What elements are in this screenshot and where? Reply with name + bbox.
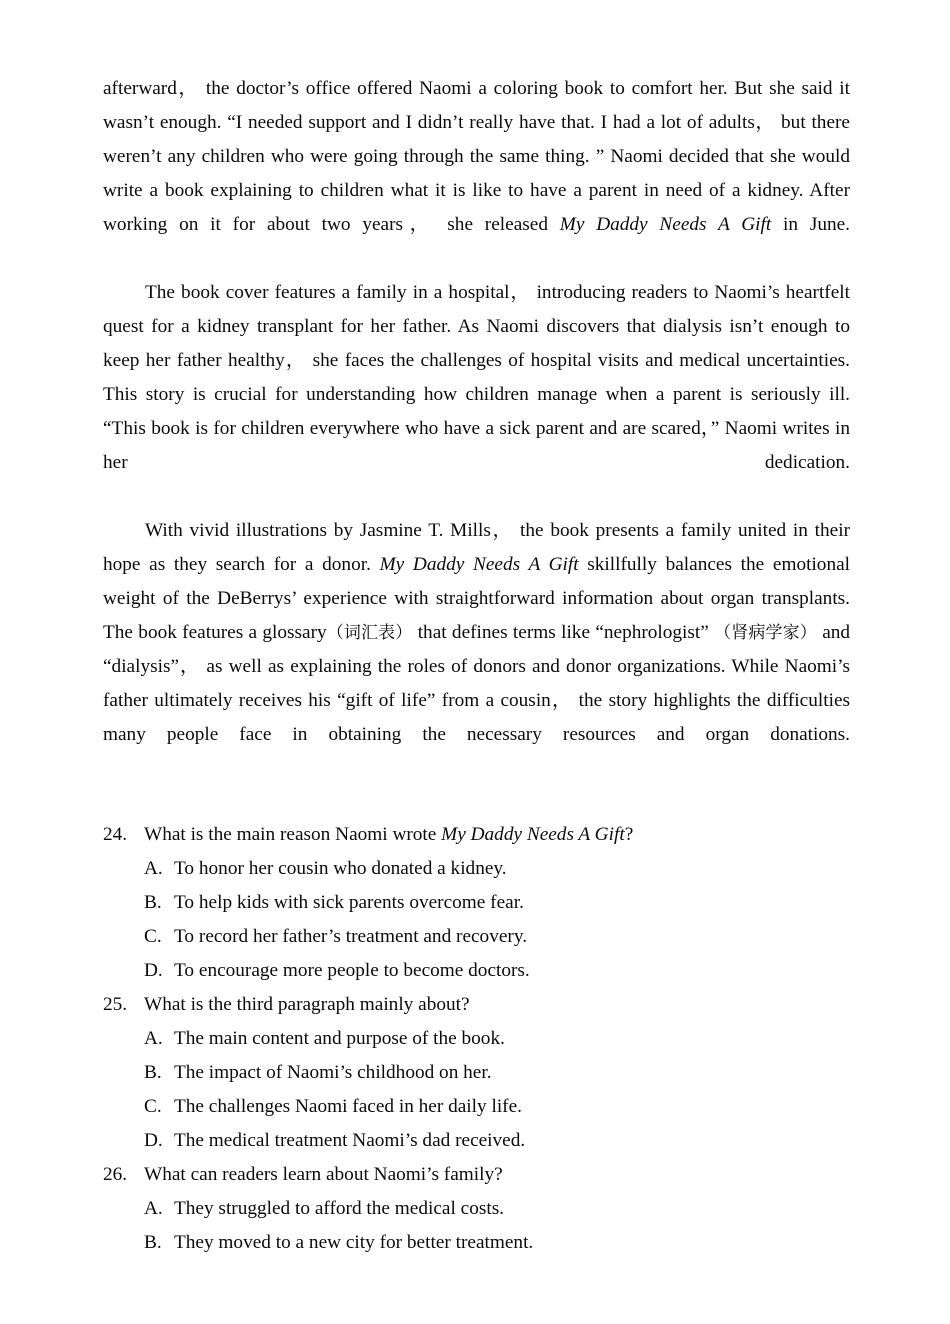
answer-option[interactable] — [103, 1192, 850, 1226]
option-text: They struggled to afford the medical costs. — [174, 1198, 505, 1219]
answer-option[interactable] — [103, 886, 850, 920]
option-letter: A. — [144, 1028, 163, 1049]
text-run: that defines terms like “nephrologist” — [412, 622, 715, 643]
answer-option[interactable] — [103, 954, 850, 988]
book-title-italic: My Daddy Needs A Gift — [559, 214, 772, 235]
chinese-gloss: （肾病学家） — [714, 623, 817, 643]
answer-option[interactable] — [103, 1022, 850, 1056]
question-block — [103, 988, 850, 1158]
option-text: The impact of Naomi’s childhood on her. — [174, 1062, 492, 1083]
book-title-italic: My Daddy Needs A Gift — [441, 824, 625, 845]
option-text: The main content and purpose of the book. — [174, 1028, 505, 1049]
question-block — [103, 818, 850, 988]
option-letter: A. — [144, 858, 163, 879]
book-title-italic: My Daddy Needs A Gift — [379, 554, 579, 575]
question-block — [103, 1158, 850, 1260]
chinese-gloss: （词汇表） — [326, 623, 413, 643]
text-run: What can readers learn about Naomi’s family? — [144, 1164, 503, 1185]
question-text — [144, 1158, 850, 1192]
text-run: What is the main reason Naomi wrote — [144, 824, 442, 845]
text-column — [103, 72, 850, 1260]
text-run: and “dialysis”， as well as explaining the roles of donors and donor organizations. While Naomi’s father ultimately receives his “gift of life” from a cousin， the story highlights the difficulties many people face in obtaining the necessary resources and organ donations. — [103, 622, 851, 745]
question-stem — [103, 818, 850, 852]
answer-option[interactable] — [103, 1056, 850, 1090]
question-number: 26. — [103, 1164, 128, 1185]
option-text: The medical treatment Naomi’s dad received. — [174, 1130, 526, 1151]
answer-option[interactable] — [103, 1124, 850, 1158]
text-run: The book cover features a family in a hospital， introducing readers to Naomi’s heartfelt quest for a kidney transplant for her father. As Naomi discovers that dialysis isn’t enough to keep her father healthy， she faces the challenges of hospital visits and medical uncertainties. This story is crucial for understanding how children manage when a parent is seriously ill. “This book is for children everywhere who have a sick parent and are scared，” Naomi writes in her dedication. — [103, 282, 850, 473]
question-text — [144, 818, 850, 852]
option-letter: C. — [144, 926, 162, 947]
option-letter: D. — [144, 960, 163, 981]
paragraph — [103, 276, 850, 514]
answer-option[interactable] — [103, 1090, 850, 1124]
questions-section — [103, 818, 850, 1260]
text-run: With vivid illustrations by Jasmine T. Mills， the book presents a family united in their hope as they search for a donor. — [103, 520, 850, 575]
paragraph — [103, 514, 850, 786]
text-run: in June. — [771, 214, 851, 235]
option-text: To help kids with sick parents overcome fear. — [174, 892, 524, 913]
question-stem — [103, 1158, 850, 1192]
option-letter: D. — [144, 1130, 163, 1151]
option-text: They moved to a new city for better treatment. — [174, 1232, 534, 1253]
answer-option[interactable] — [103, 852, 850, 886]
text-run: ? — [624, 824, 634, 845]
option-letter: A. — [144, 1198, 163, 1219]
answer-option[interactable] — [103, 920, 850, 954]
question-number: 25. — [103, 994, 128, 1015]
option-letter: B. — [144, 892, 162, 913]
option-letter: C. — [144, 1096, 162, 1117]
text-run: What is the third paragraph mainly about? — [144, 994, 470, 1015]
paragraph — [103, 72, 850, 276]
option-letter: B. — [144, 1232, 162, 1253]
answer-option[interactable] — [103, 1226, 850, 1260]
option-letter: B. — [144, 1062, 162, 1083]
option-text: The challenges Naomi faced in her daily life. — [174, 1096, 522, 1117]
text-run: skillfully balances the emotional weight of the DeBerrys’ experience with straightforward information about organ transplants. The book features a glossary — [103, 554, 851, 643]
option-text: To record her father’s treatment and recovery. — [174, 926, 528, 947]
text-run: afterward， the doctor’s office offered Naomi a coloring book to comfort her. But she said it wasn’t enough. “I needed support and I didn’t really have that. I had a lot of adults， but there weren’t any children who were going through the same thing. ” Naomi decided that she would write a book explaining to children what it is like to have a parent in need of a kidney. After working on it for about two years， she released — [103, 78, 850, 235]
question-number: 24. — [103, 824, 128, 845]
option-text: To encourage more people to become doctors. — [174, 960, 530, 981]
reading-passage — [103, 72, 850, 786]
question-stem — [103, 988, 850, 1022]
option-text: To honor her cousin who donated a kidney. — [174, 858, 507, 879]
question-text — [144, 988, 850, 1022]
